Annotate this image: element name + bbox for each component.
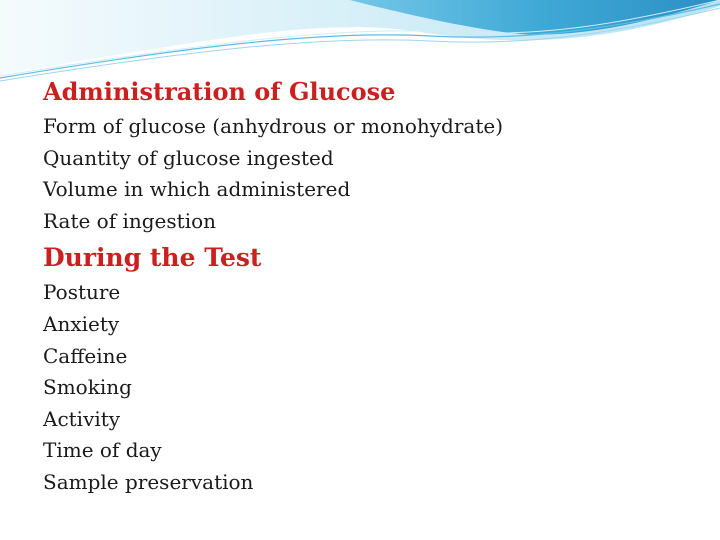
administration-list	[43, 111, 703, 237]
list-item: Quantity of glucose ingested	[43, 145, 334, 170]
list-item: Smoking	[43, 375, 132, 400]
list-item: Activity	[43, 406, 121, 431]
section-heading-administration: Administration of Glucose	[43, 77, 396, 106]
list-item: Anxiety	[43, 311, 120, 336]
list-item: Sample preservation	[43, 469, 254, 494]
list-item: Form of glucose (anhydrous or monohydrate)	[43, 114, 504, 138]
during-test-list	[43, 277, 703, 498]
list-item: Time of day	[43, 438, 162, 463]
section-heading-during-test: During the Test	[43, 243, 262, 273]
list-item: Volume in which administered	[43, 177, 351, 202]
slide-content	[43, 76, 703, 499]
list-item: Caffeine	[43, 343, 128, 368]
list-item: Posture	[43, 280, 121, 305]
list-item: Rate of ingestion	[43, 208, 217, 233]
